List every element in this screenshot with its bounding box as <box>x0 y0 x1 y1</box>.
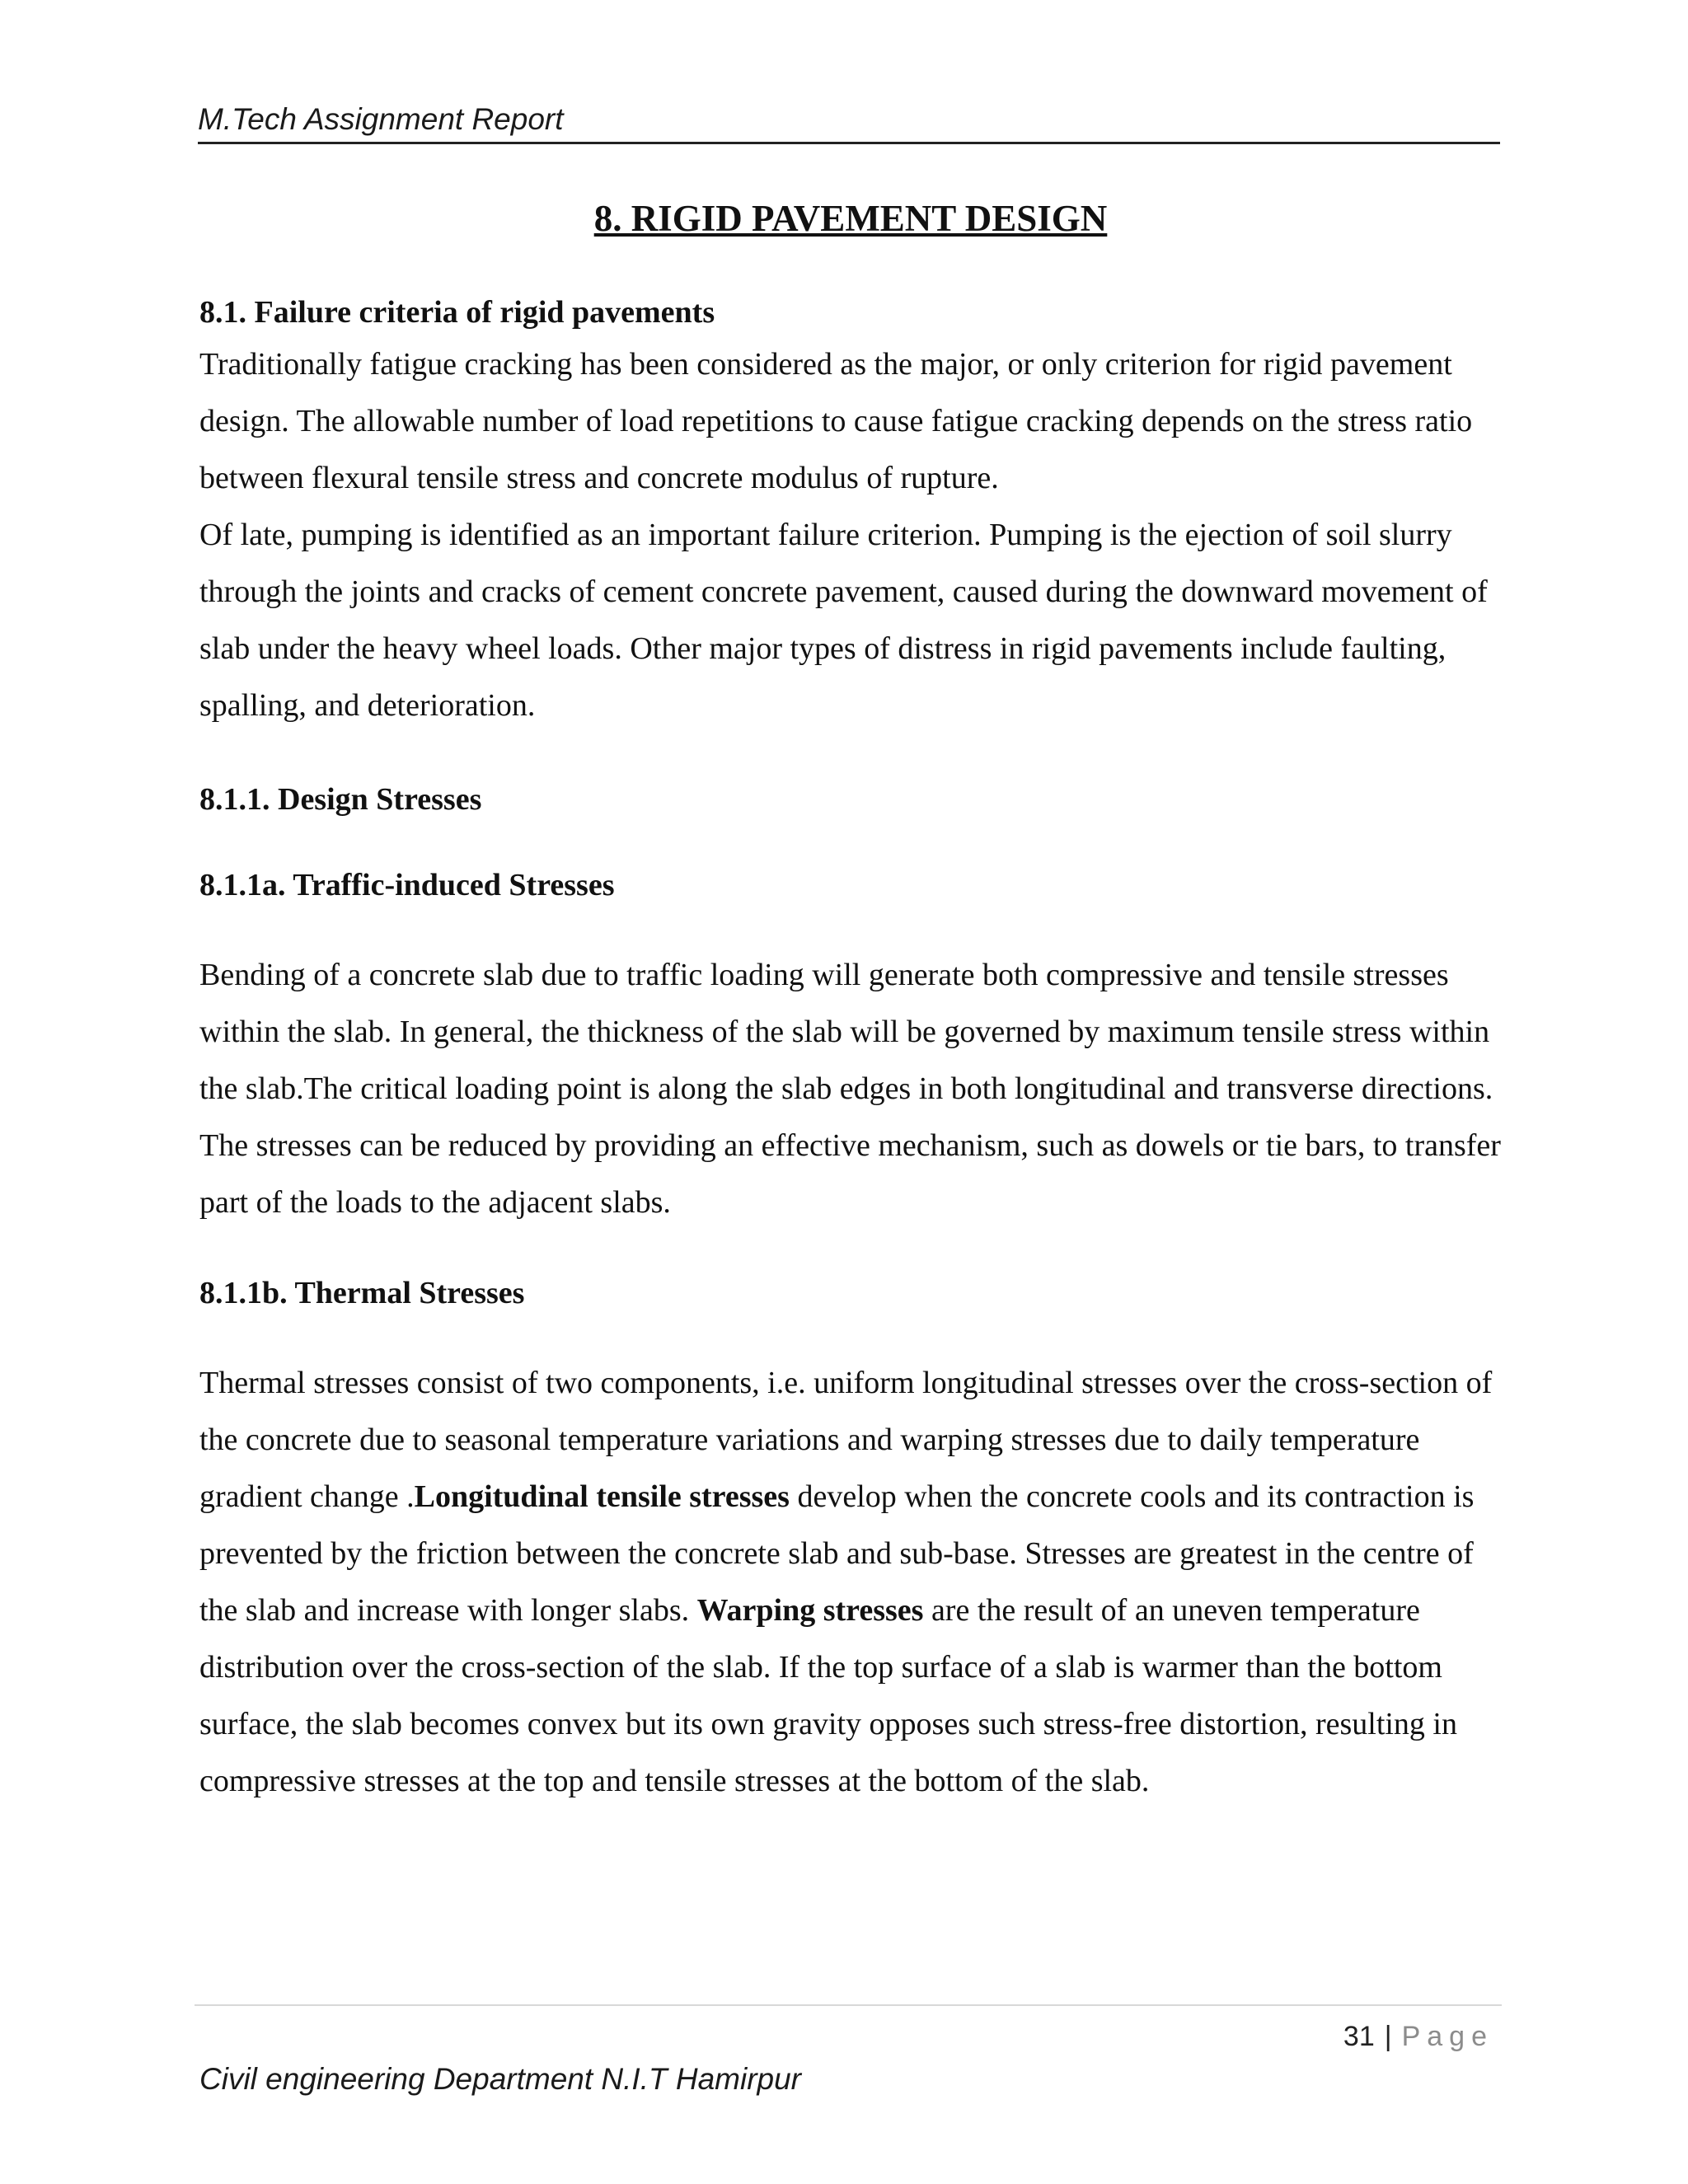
thermal-text-part-1: Thermal stresses consist of two components, i.e. uniform longitudinal stresses over the cross-section of the concrete due to seasonal temperature variations and warping stresses due to daily temperature gradient change . <box>199 1366 1493 1514</box>
thermal-text-part-3: are the result of an uneven temperature distribution over the cross-section of the slab. If the top surface of a slab is warmer than the bottom surface, the slab becomes convex but its own gravity opposes such stress-free distortion, resulting in compressive stresses at the top and tensile stresses at the bottom of the slab. <box>199 1593 1457 1798</box>
bold-warping-stresses: Warping stresses <box>696 1593 924 1628</box>
section-heading-8-1-1: 8.1.1. Design Stresses <box>199 782 482 817</box>
paragraph-failure-pumping: Of late, pumping is identified as an important failure criterion. Pumping is the ejection of soil slurry through the joints and cracks of cement concrete pavement, caused during the downward movement of slab under the heavy wheel loads. Other major types of distress in rigid pavements include faulting, spalling, and deterioration. <box>199 518 1488 723</box>
chapter-title: 8. RIGID PAVEMENT DESIGN <box>593 198 1108 239</box>
header-text: M.Tech Assignment Report <box>198 102 564 136</box>
paragraph-thermal-stresses <box>199 1355 1502 1810</box>
thermal-text-part-2: develop when the concrete cools and its contraction is prevented by the friction between the concrete slab and sub-base. Stresses are greatest in the centre of the slab and increase with longer slabs. <box>199 1479 1475 1628</box>
page-body <box>199 194 1502 1810</box>
bold-longitudinal-tensile-stresses: Longitudinal tensile stresses <box>414 1479 790 1514</box>
page-number <box>1343 2016 1493 2057</box>
paragraph-failure-fatigue: Traditionally fatigue cracking has been considered as the major, or only criterion for rigid pavement design. The allowable number of load repetitions to cause fatigue cracking depends on the stress ratio between flexural tensile stress and concrete modulus of rupture. <box>199 347 1473 495</box>
footer-divider <box>195 2004 1502 2006</box>
footer-department: Civil engineering Department N.I.T Hamirpur <box>199 2062 801 2096</box>
page-number-separator: | <box>1384 2021 1392 2052</box>
section-heading-8-1-1a: 8.1.1a. Traffic-induced Stresses <box>199 868 615 902</box>
paragraph-traffic-stresses: Bending of a concrete slab due to traffic loading will generate both compressive and tensile stresses within the slab. In general, the thickness of the slab will be governed by maximum tensile stress within the slab.The critical loading point is along the slab edges in both longitudinal and transverse directions. The stresses can be reduced by providing an effective mechanism, such as dowels or tie bars, to transfer part of the loads to the adjacent slabs. <box>199 958 1501 1220</box>
section-heading-8-1-1b: 8.1.1b. Thermal Stresses <box>199 1276 525 1310</box>
page-number-value: 31 <box>1343 2021 1375 2052</box>
section-heading-8-1: 8.1. Failure criteria of rigid pavements <box>199 295 715 330</box>
page-label: Page <box>1401 2021 1493 2052</box>
running-header <box>198 97 1500 144</box>
